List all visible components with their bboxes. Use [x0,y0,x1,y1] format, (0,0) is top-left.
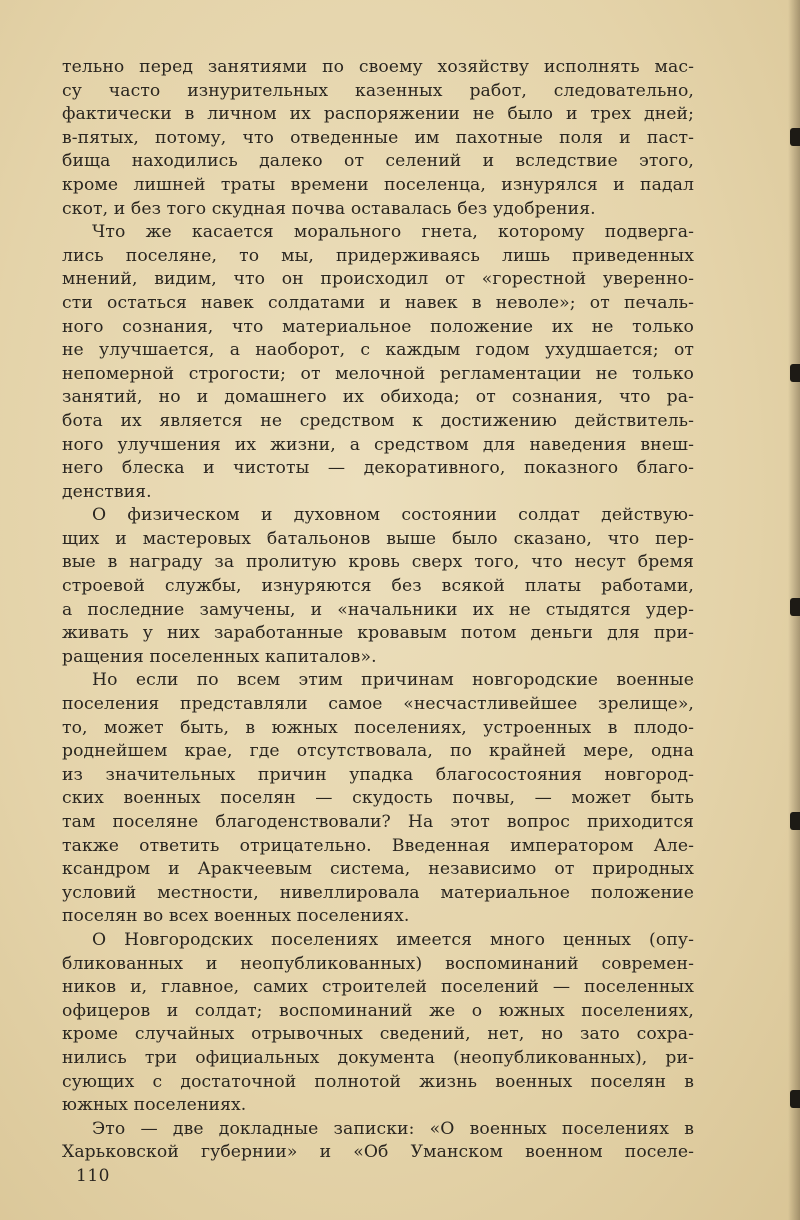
text-line: не улучшается, а наоборот, с каждым годом ухудшается; от [62,340,694,361]
text-line: щих и мастеровых батальонов выше было сказано, что пер- [62,528,694,549]
text-line: также ответить отрицательно. Введенная императором Але- [62,835,694,856]
text-line: поселян во всех военных поселениях. [62,906,410,927]
binding-mark [790,1090,800,1108]
text-line: строевой службы, изнуряются без всякой платы работами, [62,576,694,597]
text-line: офицеров и солдат; воспоминаний же о южных поселениях, [62,1000,694,1021]
text-line: него блеска и чистоты — декоративного, показного благо- [62,458,694,479]
text-line: а последние замучены, и «начальники их не стыдятся удер- [62,599,694,620]
text-line: непомерной строгости; от мелочной регламентации не только [62,363,694,384]
text-line: бота их является не средством к достижению действитель- [62,410,694,431]
body-text [62,56,694,1165]
binding-mark [790,128,800,146]
text-line: нились три официальных документа (неопубликованных), ри- [62,1047,694,1068]
binding-mark [790,598,800,616]
text-line: Харьковской губернии» и «Об Уманском военном поселе- [62,1142,694,1163]
text-line: скот, и без того скудная почва оставалась без удобрения. [62,198,596,219]
text-line: фактически в личном их распоряжении не было и трех дней; [62,104,694,125]
text-line: ников и, главное, самих строителей поселений — поселенных [62,977,694,998]
text-line: денствия. [62,481,152,502]
text-line: занятий, но и домашнего их обихода; от сознания, что ра- [62,387,694,408]
text-line: ного сознания, что материальное положение их не только [62,316,694,337]
text-line: Что же касается морального гнета, которому подверга- [92,222,694,243]
text-line: ращения поселенных капиталов». [62,646,377,667]
text-line: роднейшем крае, где отсутствовала, по крайней мере, одна [62,741,694,762]
text-line: кроме случайных отрывочных сведений, нет, но зато сохра- [62,1024,694,1045]
text-line: из значительных причин упадка благосостояния новгород- [62,764,694,785]
text-line: южных поселениях. [62,1095,247,1116]
text-line: лись поселяне, то мы, придерживаясь лишь приведенных [62,245,694,266]
text-line: мнений, видим, что он происходил от «горестной уверенно- [62,269,694,290]
binding-mark [790,812,800,830]
text-line: там поселяне благоденствовали? На этот вопрос приходится [62,812,694,832]
binding-mark [790,364,800,382]
text-line: кроме лишней траты времени поселенца, изнурялся и падал [62,174,694,195]
text-line: О физическом и духовном состоянии солдат действую- [92,505,694,526]
text-line: то, может быть, в южных поселениях, устроенных в плодо- [62,717,694,738]
text-line: ксандром и Аракчеевым система, независимо от природных [62,859,694,880]
text-line: сующих с достаточной полнотой жизнь военных поселян в [62,1071,694,1092]
text-line: поселения представляли самое «несчастливейшее зрелище», [62,694,694,715]
text-line: су часто изнурительных казенных работ, следовательно, [62,80,694,101]
text-line: живать у них заработанные кровавым потом деньги для при- [62,623,694,644]
text-line: Это — две докладные записки: «О военных поселениях в [92,1118,694,1139]
text-line: бликованных и неопубликованных) воспоминаний современ- [62,953,694,974]
text-line: ного улучшения их жизни, а средством для наведения внеш- [62,434,694,455]
text-line: Но если по всем этим причинам новгородские военные [92,670,694,691]
text-line: в-пятых, потому, что отведенные им пахотные поля и паст- [62,127,694,148]
text-line: тельно перед занятиями по своему хозяйству исполнять мас- [62,57,694,77]
text-line: сти остаться навек солдатами и навек в неволе»; от печаль- [62,292,694,313]
text-line: ских военных поселян — скудость почвы, — может быть [62,788,694,809]
text-line: бища находились далеко от селений и вследствие этого, [62,151,694,172]
text-line: условий местности, нивеллировала материальное положение [62,882,694,903]
page-number: 110 [76,1166,110,1186]
text-line: О Новгородских поселениях имеется много ценных (опу- [92,929,694,950]
text-line: вые в награду за пролитую кровь сверх того, что несут бремя [62,552,694,573]
